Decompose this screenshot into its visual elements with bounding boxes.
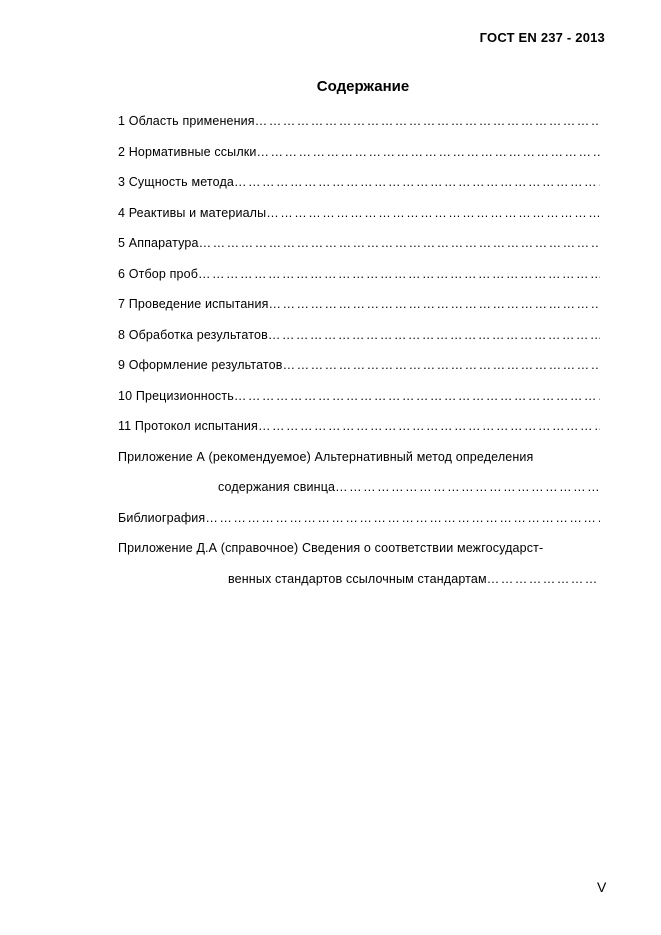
- toc-dot-leader: [257, 145, 600, 159]
- toc-dot-leader: [266, 206, 600, 220]
- toc-dot-leader: [283, 358, 600, 372]
- toc-entry-test-report[interactable]: [118, 419, 600, 450]
- toc-list: [118, 114, 600, 602]
- toc-entry-annex-da[interactable]: [118, 541, 600, 572]
- toc-entry-label: 11 Протокол испытания: [118, 419, 258, 433]
- toc-dot-leader: [199, 236, 600, 250]
- toc-entry-label: 10 Прецизионность: [118, 388, 234, 403]
- toc-entry-sampling[interactable]: [118, 267, 600, 298]
- toc-entry-label: Приложение А (рекомендуемое) Альтернативный метод определения: [118, 449, 534, 464]
- toc-entry-reagents[interactable]: [118, 206, 600, 237]
- toc-dot-leader: [198, 267, 600, 281]
- toc-entry-label: 1 Область применения: [118, 114, 255, 128]
- toc-dot-leader: [205, 511, 600, 525]
- page-number: V: [597, 879, 607, 895]
- toc-entry-label: 5 Аппаратура: [118, 236, 199, 250]
- toc-entry-apparatus[interactable]: [118, 236, 600, 267]
- toc-entry-label: 7 Проведение испытания: [118, 297, 269, 311]
- toc-dot-leader: [258, 419, 600, 433]
- toc-entry-label: Библиография: [118, 510, 206, 525]
- toc-entry-label: 6 Отбор проб: [118, 266, 199, 281]
- toc-entry-annex-da-continued[interactable]: [118, 572, 600, 603]
- toc-entry-procedure[interactable]: [118, 297, 600, 328]
- toc-entry-annex-a[interactable]: [118, 450, 600, 481]
- document-code: ГОСТ EN 237 - 2013: [479, 30, 605, 45]
- toc-entry-method-principle[interactable]: [118, 175, 600, 206]
- toc-entry-precision[interactable]: [118, 389, 600, 420]
- toc-entry-label: 9 Оформление результатов: [118, 358, 283, 372]
- toc-dot-leader: [487, 572, 600, 586]
- toc-entry-label: 2 Нормативные ссылки: [118, 144, 257, 159]
- toc-entry-calculation[interactable]: [118, 328, 600, 359]
- toc-entry-label: содержания свинца: [218, 480, 336, 494]
- toc-dot-leader: [268, 328, 600, 342]
- toc-entry-label: 4 Реактивы и материалы: [118, 205, 267, 220]
- toc-entry-label: 3 Сущность метода: [118, 175, 234, 189]
- toc-dot-leader: [255, 114, 600, 128]
- toc-entry-bibliography[interactable]: [118, 511, 600, 542]
- toc-entry-label: венных стандартов ссылочным стандартам: [228, 571, 487, 586]
- toc-dot-leader: [269, 297, 600, 311]
- toc-entry-results-expression[interactable]: [118, 358, 600, 389]
- toc-title: Содержание: [316, 78, 410, 95]
- toc-dot-leader: [335, 480, 600, 494]
- toc-entry-label: 8 Обработка результатов: [118, 327, 268, 342]
- toc-entry-label: Приложение Д.А (справочное) Сведения о соответствии межгосударст-: [118, 541, 544, 555]
- toc-entry-annex-a-continued[interactable]: [118, 480, 600, 511]
- toc-entry-scope[interactable]: [118, 114, 600, 145]
- toc-entry-normative-references[interactable]: [118, 145, 600, 176]
- toc-dot-leader: [234, 389, 600, 403]
- toc-dot-leader: [234, 175, 600, 189]
